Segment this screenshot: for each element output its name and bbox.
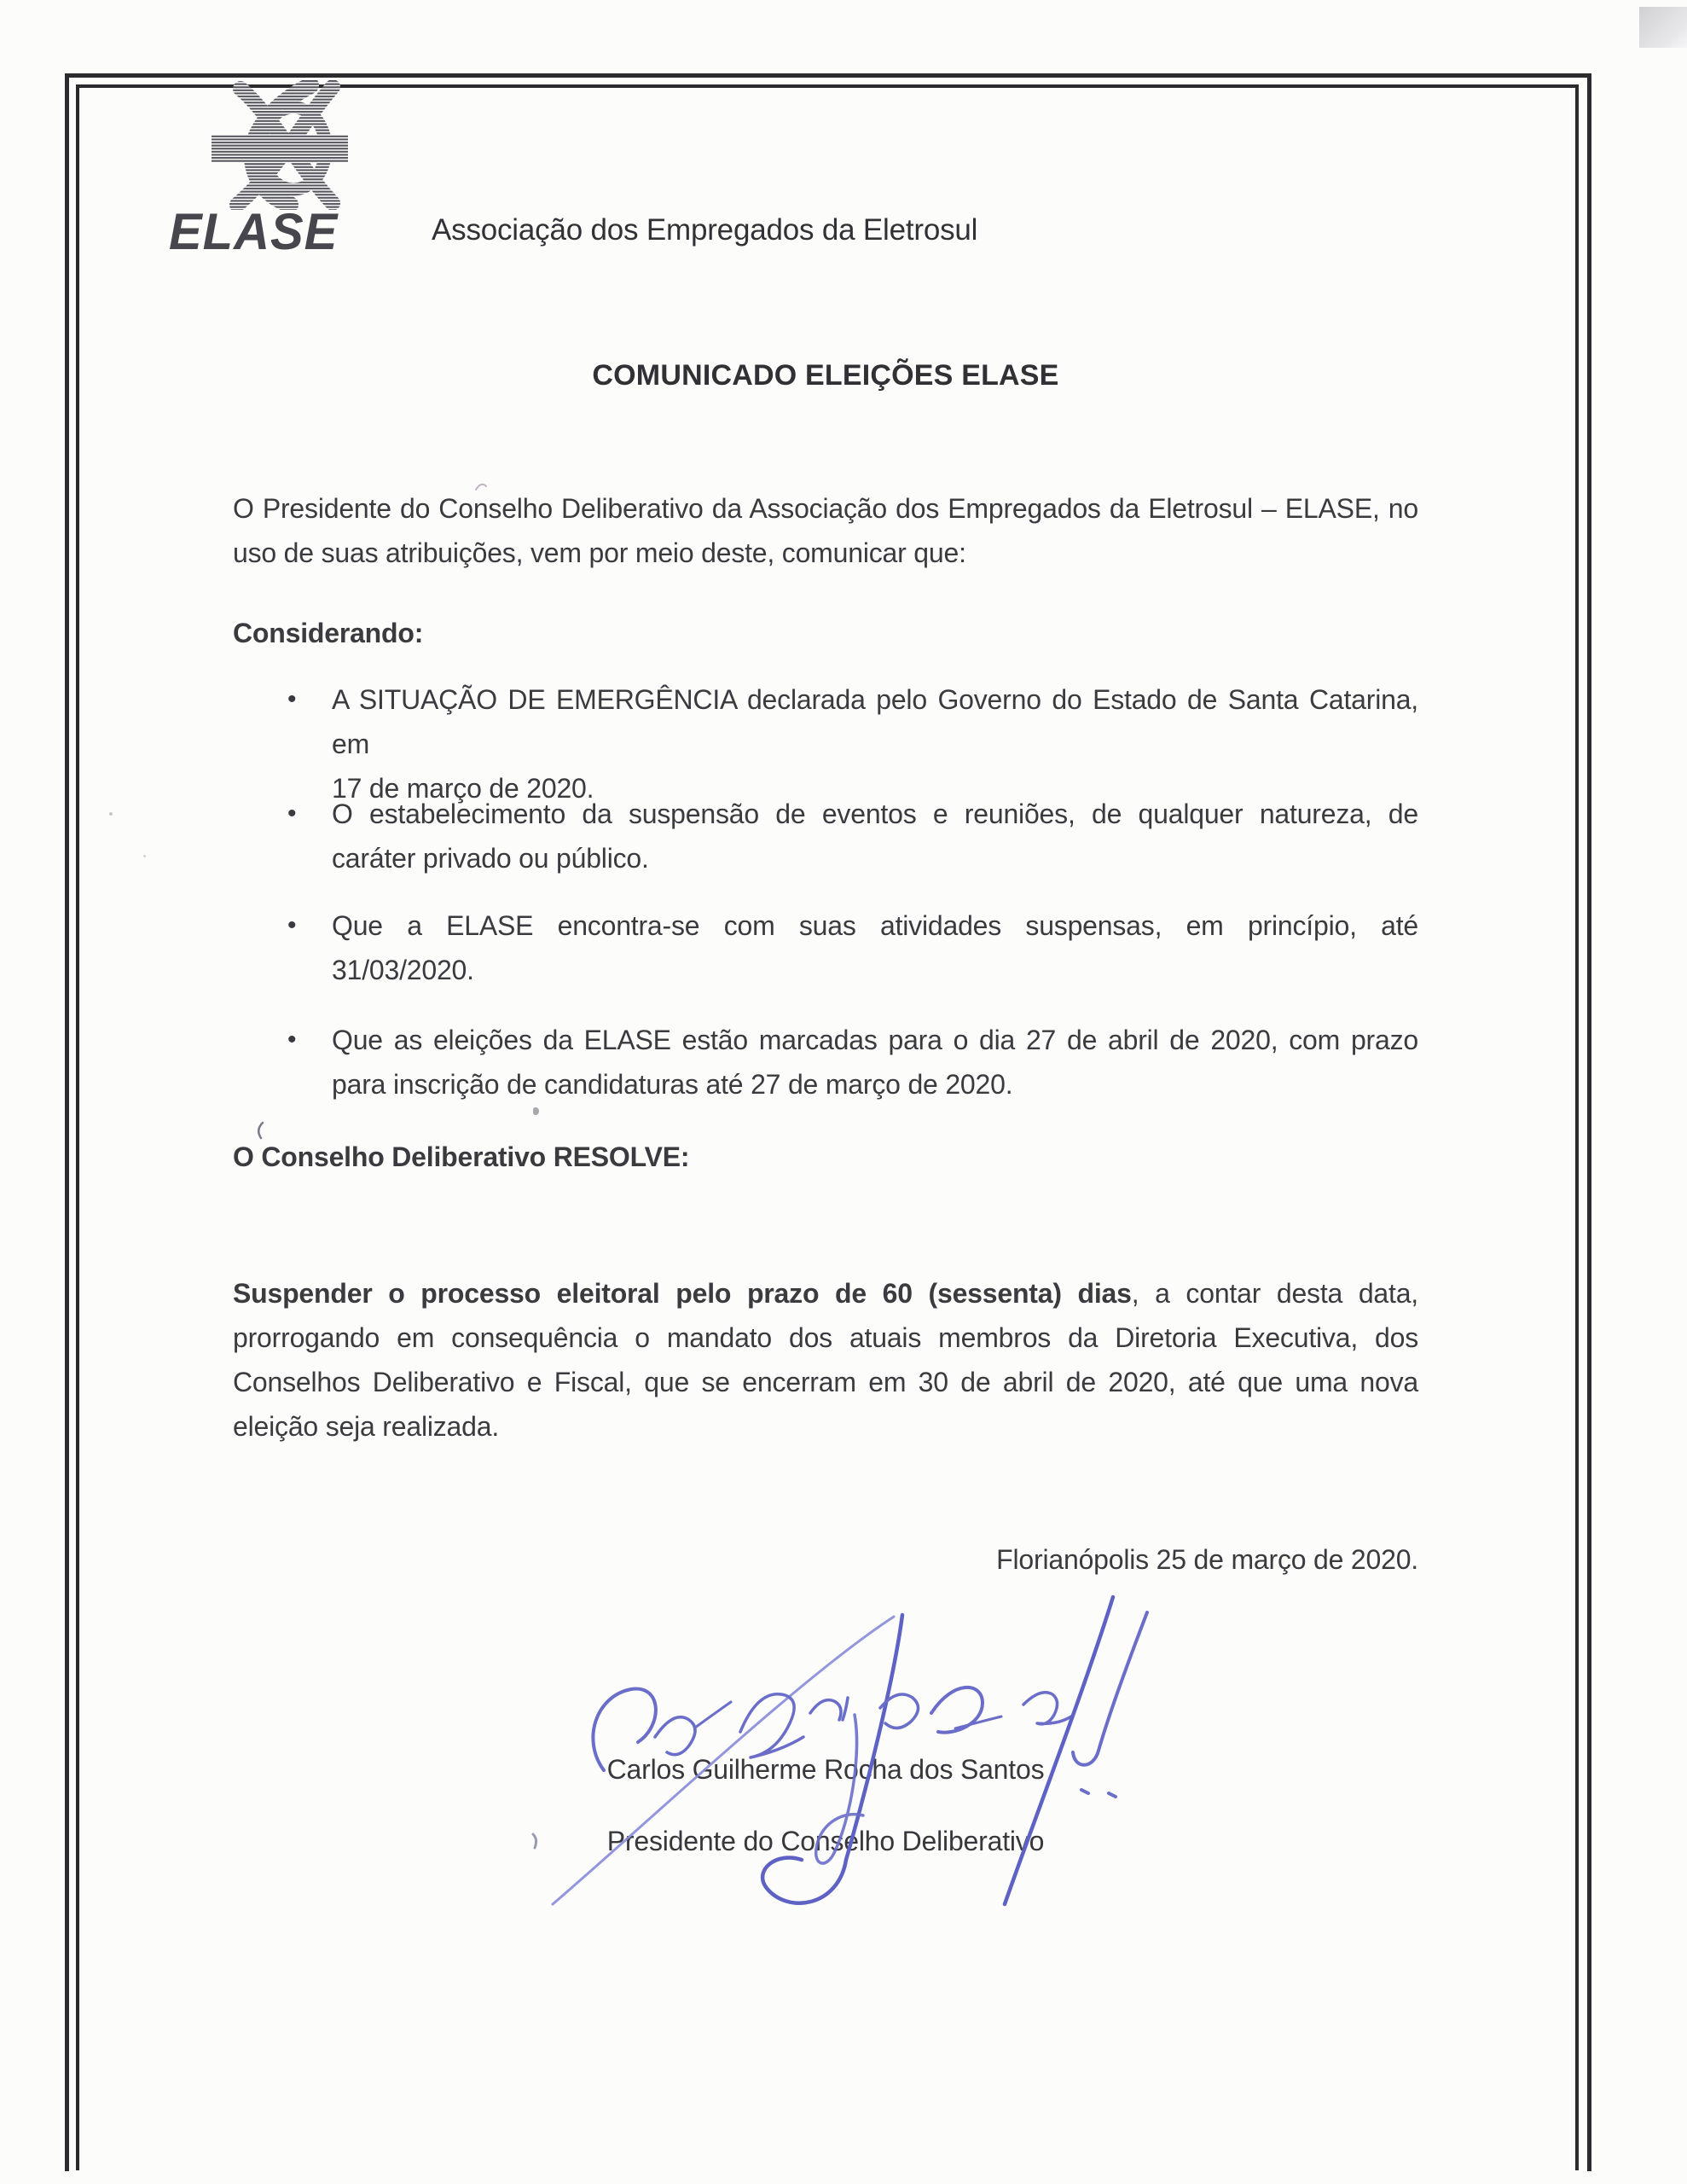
- bullet-line: A SITUAÇÃO DE EMERGÊNCIA declarada pelo Governo do Estado de Santa Catarina, em: [332, 684, 1418, 759]
- resolution-line: prorrogando em consequência o mandato dos atuais membros da Diretoria Executiva, dos: [233, 1322, 1418, 1353]
- bullet-dot: •: [287, 685, 297, 713]
- intro-paragraph: [233, 486, 1418, 575]
- resolution-bold-text: Suspender o processo eleitoral pelo prazo de 60 (sessenta) dias: [233, 1278, 1132, 1309]
- bullet-line: 17 de março de 2020.: [332, 773, 594, 804]
- bullet-line: Que as eleições da ELASE estão marcadas para o dia 27 de abril de 2020, com prazo: [332, 1025, 1418, 1055]
- signatory-name: Carlos Guilherme Rocha dos Santos: [606, 1754, 1045, 1785]
- signatory-role: Presidente do Conselho Deliberativo: [606, 1826, 1045, 1856]
- resolution-regular-text: , a contar desta data,: [1131, 1278, 1418, 1309]
- resolution-paragraph: [233, 1271, 1418, 1449]
- bullet-line: 31/03/2020.: [332, 955, 474, 985]
- considering-heading: Considerando:: [233, 618, 424, 648]
- scan-speck: [109, 812, 113, 816]
- bullet-item: [233, 1018, 1418, 1107]
- bullet-line: caráter privado ou público.: [332, 843, 649, 874]
- bullet-item: [233, 903, 1418, 992]
- bullet-item: [233, 677, 1418, 810]
- bullet-dot: •: [287, 799, 297, 828]
- scan-speck: [533, 1107, 539, 1115]
- bullet-dot: •: [287, 911, 297, 939]
- elase-logo-icon: [212, 80, 348, 210]
- bullet-item: [233, 792, 1418, 880]
- document-title: COMUNICADO ELEIÇÕES ELASE: [592, 359, 1059, 392]
- resolve-heading: O Conselho Deliberativo RESOLVE:: [233, 1141, 690, 1172]
- intro-line: O Presidente do Conselho Deliberativo da Associação dos Empregados da Eletrosul – ELASE, no: [233, 493, 1418, 524]
- bullet-dot: •: [287, 1025, 297, 1054]
- date-line: Florianópolis 25 de março de 2020.: [996, 1544, 1418, 1575]
- bullet-line: Que a ELASE encontra-se com suas atividades suspensas, em princípio, até: [332, 910, 1418, 941]
- resolution-line: [233, 1271, 1418, 1316]
- resolution-line: Conselhos Deliberativo e Fiscal, que se encerram em 30 de abril de 2020, até que uma nova: [233, 1367, 1418, 1397]
- bullet-line: O estabelecimento da suspensão de eventos e reuniões, de qualquer natureza, de: [332, 799, 1418, 829]
- scan-artifact-corner: [1639, 7, 1687, 48]
- intro-line: uso de suas atribuições, vem por meio deste, comunicar que:: [233, 537, 966, 568]
- logo-wordmark: ELASE: [169, 202, 339, 261]
- organization-name: Associação dos Empregados da Eletrosul: [432, 213, 978, 247]
- bullet-line: para inscrição de candidaturas até 27 de março de 2020.: [332, 1069, 1013, 1100]
- scan-speck: [143, 855, 146, 857]
- resolution-line: eleição seja realizada.: [233, 1411, 500, 1442]
